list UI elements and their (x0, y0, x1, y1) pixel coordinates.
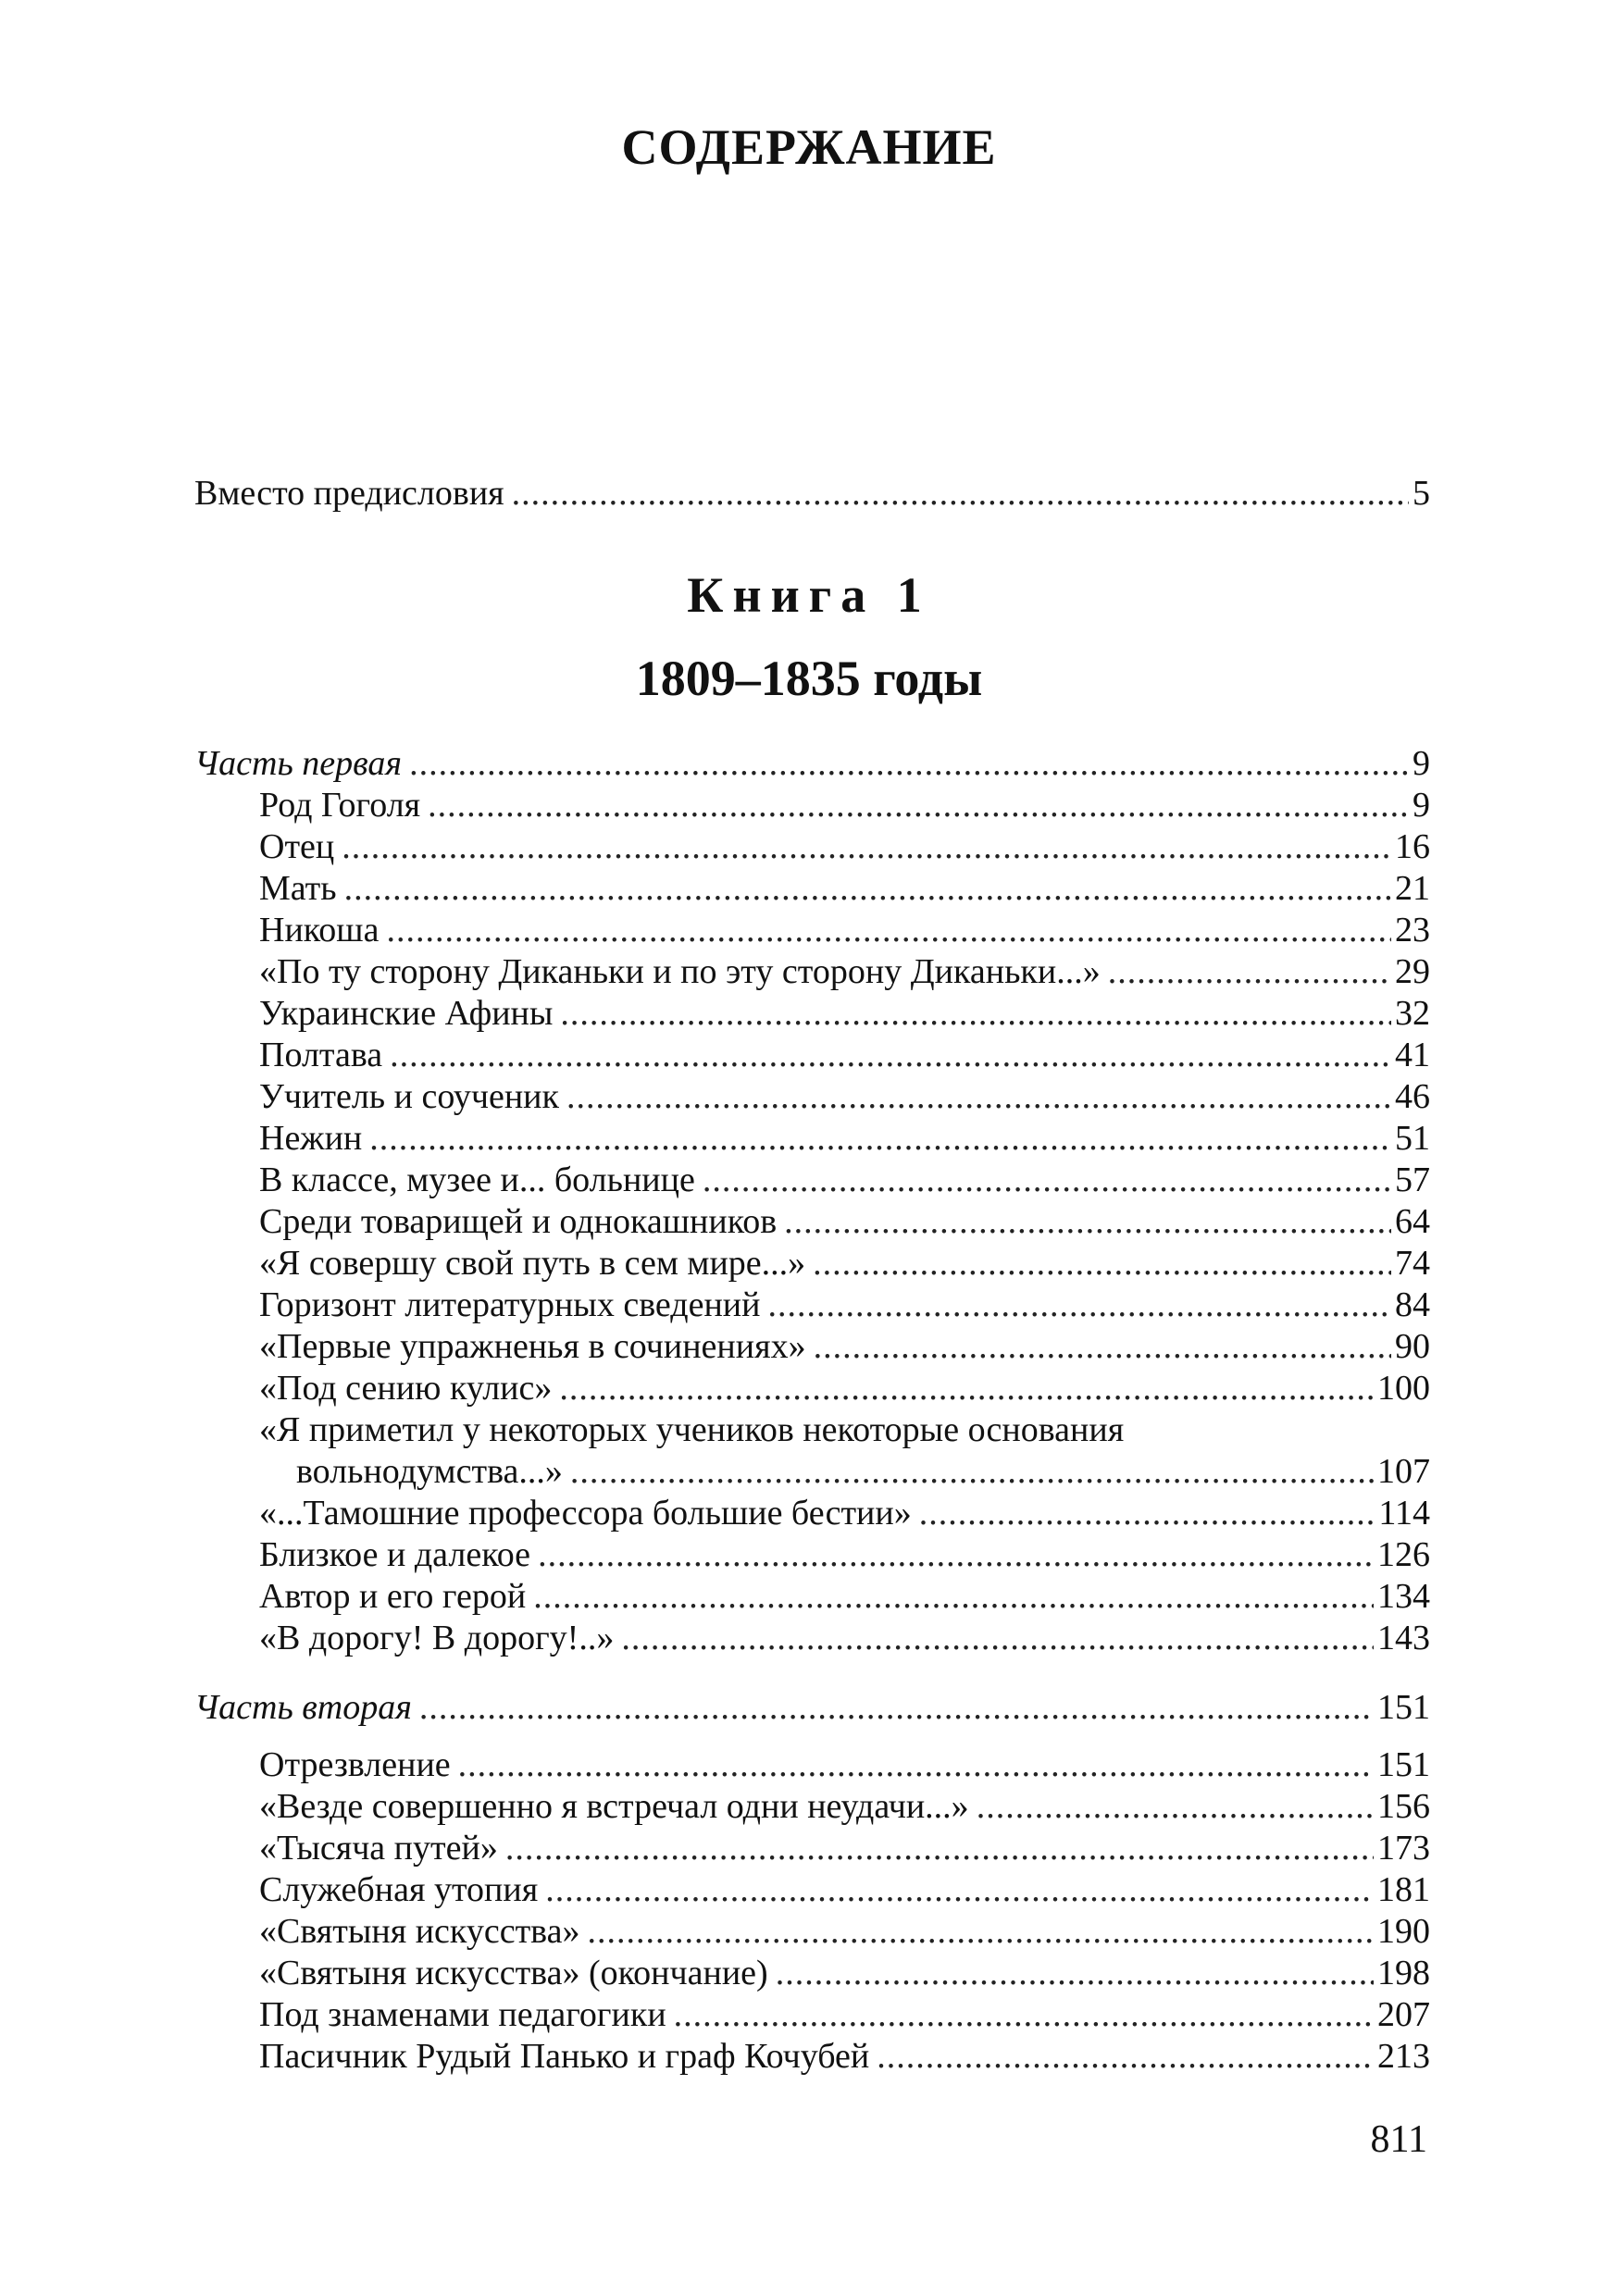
toc-entry-page: 16 (1395, 827, 1430, 866)
toc-entry (259, 1159, 1430, 1201)
toc-entry-page: 207 (1377, 1995, 1430, 2034)
toc-entry-page: 100 (1377, 1369, 1430, 1408)
toc-entry-label: Нежин (259, 1119, 363, 1158)
toc-entry-label: Близкое и далекое (259, 1535, 531, 1574)
toc-entry-label: «Святыня искусства» (окончание) (259, 1954, 768, 1992)
dot-leader (342, 825, 1391, 868)
dot-leader (570, 1450, 1374, 1493)
toc-entry (259, 1075, 1430, 1118)
toc-entry (259, 867, 1430, 910)
dot-leader (767, 1284, 1391, 1326)
book-title: Книга 1 (687, 567, 931, 623)
toc-entry-label: Служебная утопия (259, 1870, 539, 1909)
toc-entry-page: 190 (1377, 1912, 1430, 1951)
toc-entry (259, 1533, 1430, 1576)
toc-part-label: Часть первая (194, 744, 403, 783)
toc-entry (259, 909, 1430, 951)
toc-entry-label: «...Тамошние профессора большие бестии» (259, 1494, 912, 1533)
toc-entry-page: 156 (1377, 1787, 1430, 1826)
dot-leader (419, 1686, 1374, 1729)
dot-leader (409, 742, 1409, 785)
toc-entry-page: 57 (1395, 1160, 1430, 1199)
dot-leader (1108, 950, 1391, 993)
toc-entry-label: Отрезвление (259, 1745, 451, 1784)
toc-entry-label: Мать (259, 869, 337, 908)
toc-entry-label: вольнодумства...» (296, 1452, 563, 1491)
toc-entry-label: «Святыня искусства» (259, 1912, 580, 1951)
toc-entry (259, 1117, 1430, 1160)
toc-entry (259, 992, 1430, 1035)
toc-entry-label: Отец (259, 827, 335, 866)
toc-entry-page: 21 (1395, 869, 1430, 908)
toc-entry-label: «Тысяча путей» (259, 1829, 498, 1868)
toc-entry (259, 950, 1430, 993)
toc-entry-page: 29 (1395, 952, 1430, 991)
toc-entry (259, 1492, 1430, 1534)
toc-entry-label: «Я совершу свой путь в сем мире...» (259, 1244, 806, 1283)
toc-entry (259, 1367, 1430, 1409)
toc-entry (259, 1910, 1430, 1953)
toc-entry-page: 9 (1413, 786, 1430, 825)
dot-leader (369, 1117, 1391, 1160)
toc-entry (259, 1242, 1430, 1285)
toc-entry (259, 1325, 1430, 1368)
toc-entry (259, 1827, 1430, 1869)
toc-entry (259, 1868, 1430, 1911)
toc-entry-page: 41 (1395, 1036, 1430, 1074)
toc-entry-page: 32 (1395, 994, 1430, 1033)
toc-entry (259, 1993, 1430, 2036)
toc-entry-page: 90 (1395, 1327, 1430, 1366)
toc-entry (296, 1450, 1430, 1493)
dot-leader (813, 1242, 1391, 1285)
dot-leader (588, 1910, 1375, 1953)
dot-leader (505, 1827, 1374, 1869)
toc-entry-page: 213 (1377, 2037, 1430, 2076)
toc-entry-page: 46 (1395, 1077, 1430, 1116)
book-years: 1809–1835 годы (635, 651, 983, 706)
toc-entry-page: 151 (1377, 1745, 1430, 1784)
dot-leader (533, 1575, 1374, 1618)
dot-leader (560, 992, 1391, 1035)
toc-entry-label: «В дорогу! В дорогу!..» (259, 1619, 615, 1657)
toc-entry-page: 126 (1377, 1535, 1430, 1574)
page-title: СОДЕРЖАНИЕ (621, 119, 997, 175)
toc-entry-label: «Под сению кулис» (259, 1369, 553, 1408)
toc-entry-label: Горизонт литературных сведений (259, 1285, 761, 1324)
toc-entry (259, 1617, 1430, 1659)
dot-leader (919, 1492, 1375, 1534)
toc-entry-label: Полтава (259, 1036, 383, 1074)
dot-leader (977, 1785, 1374, 1828)
toc-entry-wrapped-first-line: «Я приметил у некоторых учеников некоторые основания (259, 1410, 1125, 1449)
toc-entry-label: Пасичник Рудый Панько и граф Кочубей (259, 2037, 870, 2076)
toc-entry-page: 143 (1377, 1619, 1430, 1657)
toc-entry-page: 74 (1395, 1244, 1430, 1283)
toc-entry (259, 1200, 1430, 1243)
toc-entry-page: 107 (1377, 1452, 1430, 1491)
dot-leader (559, 1367, 1374, 1409)
toc-entry-label: Вместо предисловия (194, 474, 504, 513)
toc-entry-page: 198 (1377, 1954, 1430, 1992)
toc-entry-label: Род Гоголя (259, 786, 421, 825)
toc-part-label: Часть вторая (194, 1688, 412, 1727)
toc-entry-label: Учитель и соученик (259, 1077, 559, 1116)
toc-entry (259, 1785, 1430, 1828)
dot-leader (512, 472, 1409, 515)
dot-leader (674, 1993, 1374, 2036)
dot-leader (458, 1744, 1374, 1786)
toc-part-2 (194, 1686, 1430, 1729)
toc-part-page: 9 (1413, 744, 1430, 783)
toc-entry-label: Среди товарищей и однокашников (259, 1202, 778, 1241)
toc-entry (259, 1575, 1430, 1618)
dot-leader (621, 1617, 1374, 1659)
toc-entry-page: 114 (1378, 1494, 1430, 1533)
toc-entry (259, 784, 1430, 826)
dot-leader (776, 1952, 1374, 1994)
toc-entry-label: В классе, музее и... больнице (259, 1160, 695, 1199)
toc-entry (259, 1952, 1430, 1994)
toc-entry-label: «Первые упражненья в сочинениях» (259, 1327, 806, 1366)
toc-entry-label: Никоша (259, 911, 380, 949)
toc-entry (259, 1034, 1430, 1076)
toc-entry-label: Автор и его герой (259, 1577, 527, 1616)
toc-entry (259, 1744, 1430, 1786)
toc-entry-label: «По ту сторону Диканьки и по эту сторону Диканьки...» (259, 952, 1101, 991)
toc-part-page: 151 (1377, 1688, 1430, 1727)
toc-entry-page: 173 (1377, 1829, 1430, 1868)
toc-entry-page: 5 (1413, 474, 1430, 513)
toc-entry-page: 23 (1395, 911, 1430, 949)
dot-leader (428, 784, 1409, 826)
toc-entry-page: 134 (1377, 1577, 1430, 1616)
toc-part-1 (194, 742, 1430, 785)
toc-entry-label: «Везде совершенно я встречал одни неудачи...» (259, 1787, 969, 1826)
toc-entry-page: 51 (1395, 1119, 1430, 1158)
toc-entry-preface (194, 472, 1430, 515)
dot-leader (877, 2035, 1374, 2078)
dot-leader (390, 1034, 1391, 1076)
page-number: 811 (1370, 2118, 1427, 2161)
dot-leader (545, 1868, 1374, 1911)
dot-leader (538, 1533, 1374, 1576)
dot-leader (566, 1075, 1391, 1118)
dot-leader (814, 1325, 1391, 1368)
dot-leader (784, 1200, 1391, 1243)
toc-entry (259, 1284, 1430, 1326)
dot-leader (386, 909, 1391, 951)
toc-entry-label: Украинские Афины (259, 994, 554, 1033)
dot-leader (703, 1159, 1391, 1201)
toc-entry-page: 84 (1395, 1285, 1430, 1324)
toc-entry-page: 64 (1395, 1202, 1430, 1241)
toc-entry (259, 2035, 1430, 2078)
toc-entry-label: Под знаменами педагогики (259, 1995, 666, 2034)
toc-entry-page: 181 (1377, 1870, 1430, 1909)
toc-entry (259, 825, 1430, 868)
dot-leader (344, 867, 1391, 910)
